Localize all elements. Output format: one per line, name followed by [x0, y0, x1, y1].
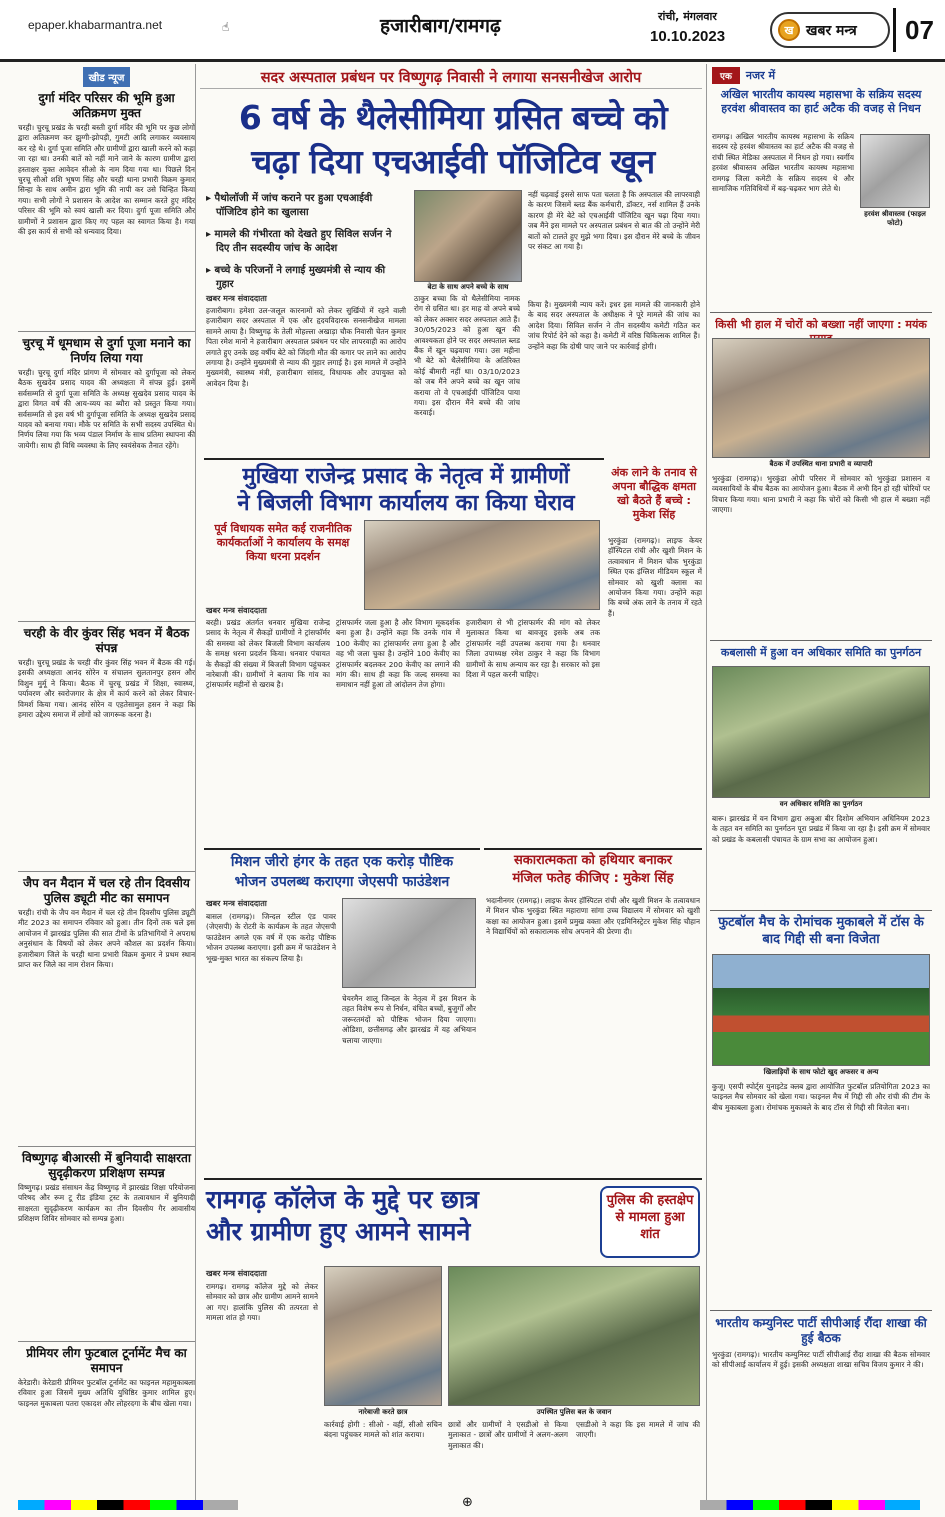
registration-mark-icon: ⊕	[462, 1495, 473, 1510]
story-body: भुरकुंडा (रामगढ़)। भुरकुंडा ओपी परिसर में सोमवार को भुरकुंडा प्रशासन व व्यवसायियों के बीच बैठक का आयोजन हुआ। बैठक में अभी दिन हो रही चोरियों पर विचार किया गया। थाना प्रभारी ने कहा कि चोरों को किसी भी हाल में बख्शा नहीं जाएगा।	[712, 474, 930, 515]
pointer-icon: ☝	[222, 20, 230, 34]
meeting-photo	[712, 338, 930, 458]
story-headline: कबलासी में हुआ वन अधिकार समिति का पुनर्गठन	[720, 646, 922, 659]
issue-date: 10.10.2023	[650, 28, 726, 45]
lead-highlights	[206, 192, 406, 300]
highlight-item: ▸ मामले की गंभीरता को देखते हुए सिविल सर्जन ने दिए तीन सदस्यीय जांच के आदेश	[206, 229, 392, 254]
lead-headline-line2: चढ़ा दिया एचआईवी पॉजिटिव खून	[251, 142, 655, 181]
story-title: चुरचू में धूमधाम से दुर्गा पूजा मनाने का निर्णय लिया गया	[22, 336, 191, 365]
students-photo	[324, 1266, 442, 1406]
dateline-city: रांची, मंगलवार	[658, 10, 717, 23]
story-headline: अंक लाने के तनाव से अपना बौद्धिक क्षमता खो बैठते हैं बच्चे : मुकेश सिंह	[611, 466, 697, 521]
story-body: केरेडारी। केरेडारी प्रीमियर फुटबॉल टूर्नामेंट का फाइनल महामुकाबला रविवार हुआ जिसमें मुख्य अतिथि युधिष्ठिर कुमार शामिल हुए। फाइनल मुकाबला पतरा एकादश और लोहरदगा के बीच खेला गया।	[18, 1378, 195, 1408]
photo-caption: नारेबाजी करते छात्र	[358, 1408, 408, 1416]
story-title: विष्णुगढ़ बीआरसी में बुनियादी साक्षरता सुदृढ़ीकरण प्रशिक्षण सम्पन्न	[22, 1151, 191, 1180]
logo-icon: ख	[778, 19, 800, 41]
byline: खबर मन्त्र संवाददाता	[206, 1269, 267, 1278]
story-body: कार्रवाई होगी : सीओ - वहीं, सीओ सचिन बंदना पहुंचकर मामले को शांत कराया।	[324, 1420, 442, 1440]
brand-name: खबर मन्त्र	[806, 22, 857, 39]
color-registration-bar	[18, 1500, 238, 1510]
story-headline: मिशन जीरो हंगर के तहत एक करोड़ पौष्टिक भोजन उपलब्ध कराएगा जेएसपी फाउंडेशन	[230, 854, 454, 890]
story-body: रामगढ़। अखिल भारतीय कायस्थ महासभा के सक्रिय सदस्य रहे हरवंश श्रीवास्तव का हार्ट अटैक की वजह से रांची स्थित मेडिका अस्पताल में निधन हो गया। स्वर्गीय हरवंश श्रीवास्तव अखिल भारतीय कायस्थ महासभा रामगढ़ जिला कमेटी के सक्रिय सदस्य थे और सामाजिक गतिविधियों में बढ़-चढ़कर भाग लेते थे।	[712, 132, 854, 194]
highlight-item: ▸ पैथोलॉजी में जांच कराने पर हुआ एचआईवी पॉजिटिव होने का खुलासा	[206, 193, 373, 218]
story-body: ट्रांसफार्मर जला हुआ है और विभाग मूकदर्शक बना हुआ है। उन्होंने कहा कि उनके गांव में 100 केवीए का ट्रांसफार्मर लगा हुआ है और वह भी जला चुका है। उन्होंने 100 केवीए का ट्रांसफार्मर बदलकर 200 केवीए का लगाने की मांग की। साथ ही कहा कि जल्द समस्या का समाधान नहीं हुआ तो आंदोलन तेज होगा।	[336, 618, 460, 690]
story-body: चरही। रांची के जैप वन मैदान में चल रहे तीन दिवसीय पुलिस ड्यूटी मीट 2023 का समापन रविवार को हुआ। तीन दिनों तक चले इस आयोजन में झारखंड पुलिस की सात टीमों के प्रतिभागियों ने अपराध अनुसंधान के विषयों को लेकर अपने कौशल का प्रदर्शन किया। हजारीबाग जिले के चरही थाना प्रभारी विक्रम कुमार ने प्रथम स्थान प्राप्त कर जिले का नाम रोशन किया।	[18, 908, 195, 970]
lead-headline	[204, 96, 702, 184]
story-headline: अखिल भारतीय कायस्थ महासभा के सक्रिय सदस्य हरवंश श्रीवास्तव का हार्ट अटैक की वजह से निधन	[720, 88, 922, 115]
story-title: चरही के वीर कुंवर सिंह भवन में बैठक संपन्न	[23, 626, 190, 655]
lead-photo-caption: बेटा के साथ अपने बच्चे के साथ	[427, 283, 509, 291]
story-body: नहीं चढ़वाई इससे साफ पता चलता है कि अस्पताल की लापरवाही के कारण जिसमें ब्लड बैंक कर्मचारी, डॉक्टर, नर्स शामिल हैं उनके कारण ही मेरे बेटे को एचआईवी पॉजिटिव खून चढ़ा दिया गया। जब मैंने इस मामले पर अस्पताल प्रबंधन से बात की तो उन्होंने मेरी बातों को टालते हुए मुझे भगा दिया। इस दौरान मेरे बच्चे के जीवन पर संकट आ गया है।	[528, 190, 700, 252]
callout-box: पुलिस की हस्तक्षेप से मामला हुआ शांत	[600, 1186, 700, 1258]
story-headline: भारतीय कम्युनिस्ट पार्टी सीपीआई रौंदा शाखा की हुई बैठक	[715, 1316, 927, 1345]
story-body: बरही। प्रखंड अंतर्गत धनवार मुखिया राजेन्द्र प्रसाद के नेतृत्व में सैकड़ों ग्रामीणों ने ट्रांसफॉर्मर की समस्या को लेकर बिजली विभाग कार्यालय के समक्ष धरना प्रदर्शन किया। धनवार पंचायत के सैकड़ों की संख्या में बिजली विभाग पहुंचकर नारेबाजी की। ग्रामीणों ने बताया कि गांव का ट्रांसफार्मर महीनों से खराब है।	[206, 618, 330, 690]
section-tag: एक नजर में	[712, 66, 930, 84]
story-title: दुर्गा मंदिर परिसर की भूमि हुआ अतिक्रमण मुक्त	[38, 91, 175, 120]
story-body: भुरकुंडा (रामगढ़)। लाइफ केयर हॉस्पिटल रांची और खुशी मिशन के तत्वावधान में मिशन चौक भुरकुंडा स्थित एक इंग्लिश मीडियम स्कूल में सोमवार को खुशी क्लास का आयोजन किया गया। उन्होंने कहा कि बच्चे अंक लाने के तनाव में रहते हैं।	[608, 536, 702, 618]
story-body: कुजू। एसपी स्पोर्ट्स युनाइटेड क्लब द्वारा आयोजित फुटबॉल प्रतियोगिता 2023 का फाइनल मैच सोमवार को खेला गया। फाइनल मैच में गिद्दी सी और रांची की टीम के बीच मुकाबला हुआ। रोमांचक मुकाबले के बाद टॉस से गिद्दी सी विजेता बना।	[712, 1082, 930, 1112]
brand-logo	[770, 12, 890, 48]
story-headline: सकारात्मकता को हथियार बनाकर मंजिल फतेह कीजिए : मुकेश सिंह	[512, 853, 674, 886]
story-title: जैप वन मैदान में चल रहे तीन दिवसीय पुलिस ड्यूटी मीट का समापन	[23, 876, 190, 905]
photo-caption: वन अधिकार समिति का पुनर्गठन	[779, 800, 863, 808]
protest-photo	[364, 520, 600, 610]
team-photo	[712, 954, 930, 1066]
photo-caption: खिलाड़ियों के साथ फोटो खुद अफसर व अन्य	[763, 1068, 879, 1076]
section-tag: खीड न्यूज	[83, 67, 131, 87]
story-headline: मुखिया राजेन्द्र प्रसाद के नेतृत्व में ग्रामीणों ने बिजली विभाग कार्यालय का किया घेराव	[237, 464, 575, 516]
story-body: बारू। झारखंड में वन विभाग द्वारा अबुआ बीर दिशोम अभियान अधिनियम 2023 के तहत वन समिति का पुनर्गठन पूरा प्रखंड में किया जा रहा है। इसी क्रम में सोमवार को प्रखंड के कबलासी पंचायत के ग्राम सभा का आयोजन हुआ।	[712, 814, 930, 844]
police-photo	[448, 1266, 700, 1406]
story-body: चेयरमैन शालू जिन्दल के नेतृत्व में इस मिशन के तहत विशेष रूप से निर्धन, वंचित बच्चों, बुजुर्गों और जरूरतमंदों को पौष्टिक भोजन दिया जाएगा। ओडिशा, छत्तीसगढ़ और झारखंड में यह अभियान चलाया जाएगा।	[342, 994, 476, 1045]
story-body: चरही। चुरचू प्रखंड के चरही वीर कुंवर सिंह भवन में बैठक की गई। इसकी अध्यक्षता आनंद सोरेन व संचालन सुलतानपुर हसन और विशुन मुर्मू ने किया। बैठक में चुरचू प्रखंड में शिक्षा, स्वास्थ्य, पर्यावरण और स्वरोजगार के क्षेत्र में कार्य करने को लेकर विचार-विमर्श किया गया। आनंद सोरेन व एहतेसामुल हसन ने कहा कि हमारा उद्देश्य समाज में लोगों को जागरूक करना है।	[18, 658, 195, 720]
story-subhead: पूर्व विधायक समेत कई राजनीतिक कार्यकर्ताओं ने कार्यालय के समक्ष किया धरना प्रदर्शन	[214, 522, 352, 563]
byline: खबर मन्त्र संवाददाता	[206, 606, 267, 615]
story-body: चरही। चुरचू प्रखंड के चरही बस्ती दुर्गा मंदिर की भूमि पर कुछ लोगों द्वारा अतिक्रमण कर झुग्गी-झोपड़ी, गुमटी आदि लगाकर व्यवसाय कर रहे थे। दुर्गा पूजा समिति और ग्रामीणों द्वारा खाली करने को कहा जा रहा था। उनकी बातें को नहीं माने जाने के कारण ग्रामीण द्वारा हस्ताक्षर युक्त आवेदन सीओ के नाम दिया गया था। पिछले दिन चुरचू सीओ शशि भूषण सिंह और चरही थाना प्रभारी विक्रम कुमार सिन्हा के साथ अमीन द्वारा भूमि की नापी कर उसे चिन्हित किया गया। सभी लोगों ने प्रशासन के आदेश का सम्मान करते हुए मंदिर परिसर की भूमि को स्वयं खाली कर दिया। दुर्गा पूजा समिति और ग्रामीणों ने प्रशासन द्वारा किए गए पहल का स्वागत किया है। गया की इस कार्य से सभी को धन्यवाद दिया।	[18, 123, 195, 237]
story-body: किया है। मुख्यमंत्री न्याय करें। इधर इस मामले की जानकारी होने के बाद सदर अस्पताल के अधीक्षक ने पूरे मामले की जांच का आदेश दिया। सिविल सर्जन ने तीन सदस्यीय कमेटी गठित कर जांच रिपोर्ट देने को कहा है। कमेटी में वरिष्ठ चिकित्सक शामिल हैं। उन्होंने कहा कि दोषी पाए जाने पर कार्रवाई होगी।	[528, 300, 700, 351]
page-number: 07	[893, 8, 943, 52]
forest-committee-photo	[712, 666, 930, 798]
event-photo	[342, 898, 476, 988]
story-body: रामगढ़। रामगढ़ कॉलेज मुद्दे को लेकर सोमवार को छात्र और ग्रामीण आमने सामने आ गए। हालांकि पुलिस की तत्परता से मामला शांत हो गया।	[206, 1282, 318, 1323]
story-headline: रामगढ़ कॉलेज के मुद्दे पर छात्र और ग्रामीण हुए आमने सामने	[206, 1185, 479, 1246]
story-body: छात्रों और ग्रामीणों ने एसडीओ से किया मुलाकात - छात्रों और ग्रामीणों ने अलग-अलग मुलाकात की।	[448, 1420, 568, 1450]
story-body: चरही। चुरचू दुर्गा मंदिर प्रांगण में सोमवार को दुर्गापूजा को लेकर बैठक सुखदेव प्रसाद यादव की अध्यक्षता में संपन्न हुई। इसमें सर्वसम्मति से दुर्गा पूजा समिति के अध्यक्ष सुखदेव प्रसाद यादव के द्वारा विगत वर्ष की आय-व्यय का ब्यौरा को प्रस्तुत किया गया। सर्वसम्मति से इस वर्ष भी दुर्गापूजा समिति के अध्यक्ष सुखदेव प्रसाद यादव को बनाया गया। मौके पर समिति के सभी सदस्य उपस्थित थे। निर्णय लिया गया कि भव्य पंडाल निर्माण के साथ प्रतिमा स्थापना की जायेगी। साथ ही विधि व्यवस्था के लिए स्वयंसेवक तैनात रहेंगे।	[18, 368, 195, 450]
site-url[interactable]: epaper.khabarmantra.net	[28, 18, 163, 32]
lead-kicker: सदर अस्पताल प्रबंधन पर विष्णुगढ़ निवासी ने लगाया सनसनीखेज आरोप	[200, 65, 702, 89]
highlight-item: ▸ बच्चे के परिजनों ने लगाई मुख्यमंत्री से न्याय की गुहार	[206, 265, 386, 290]
byline: खबर मन्त्र संवाददाता	[206, 294, 267, 303]
story-body: एसडीओ ने कहा कि इस मामले में जांच की जाएगी।	[576, 1420, 700, 1440]
left-column	[18, 64, 196, 1509]
lead-headline-line1: 6 वर्ष के थैलेसीमिया ग्रसित बच्चे को	[238, 98, 668, 137]
photo-caption: हरवंश श्रीवास्तव (फाइल फोटो)	[864, 210, 926, 227]
story-body: हजारीबाग। हमेशा उल-जलूल कारनामों को लेकर सुर्खियों में रहने वाली हजारीबाग सदर अस्पताल में एक और हृदयविदारक सनसनीखेज मामला सामने आया है। विष्णुगढ़ के तेली मोहल्ला अखाड़ा चौक निवासी चेतन कुमार पिता रमेश मानो ने हजारीबाग अस्पताल प्रबंधन पर घोर लापरवाही का आरोप लगाते हुए उनके छह वर्षीय बेटे को जिंदगी मौत की कगार पर लाने का आरोप लगाया है। उन्होंने मुख्यमंत्री से न्याय की गुहार लगाई है। इस मामले में उन्होंने मुख्यमंत्री, स्वास्थ्य मंत्री, हजारीबाग सांसद, विधायक और उपायुक्त को आवेदन दिया है।	[206, 306, 406, 388]
story-headline: फुटबॉल मैच के रोमांचक मुकाबले में टॉस के बाद गिद्दी सी बना विजेता	[718, 915, 924, 947]
story-body: भुरकुंडा (रामगढ़)। भारतीय कम्युनिस्ट पार्टी सीपीआई रौंदा शाखा की बैठक सोमवार को सीपीआई कार्यालय में हुई। इसकी अध्यक्षता शाखा सचिव विजय कुमार ने की।	[712, 1350, 930, 1370]
story-title: प्रीमियर लीग फुटबाल टूर्नामेंट मैच का समापन	[26, 1346, 187, 1375]
color-registration-bar	[700, 1500, 920, 1510]
story-headline: किसी भी हाल में चोरों को बख्शा नहीं जाएगा : मयंक	[715, 318, 927, 331]
story-body: भदानीनगर (रामगढ़)। लाइफ केयर हॉस्पिटल रांची और खुशी मिशन के तत्वावधान में मिशन चौक भुरकुंडा स्थित महाराणा सांगा उच्च विद्यालय में सोमवार को खुशी कक्षा का आयोजन हुआ। इसमें प्रमुख वक्ता और एडमिनिस्ट्रेटर मुकेश सिंह चौहान ने विद्यार्थियों को सकारात्मक सोच अपनाने की प्रेरणा दी।	[486, 896, 700, 937]
photo-caption: उपस्थित पुलिस बल के जवान	[536, 1408, 612, 1416]
story-body: बासल (रामगढ़)। जिन्दल स्टील एंड पावर (जेएसपी) के रोटरी के कार्यक्रम के तहत जेएसपी फाउंडेशन अगले एक वर्ष में एक करोड़ पौष्टिक भोजन उपलब्ध कराएगा। इसी क्रम में फाउंडेशन ने भूख-मुक्त भारत का संकल्प लिया है।	[206, 912, 336, 963]
story-body: हजारीबाग से भी ट्रांसफार्मर की मांग को लेकर मुलाकात किया था बावजूद इसके अब तक ट्रांसफार्मर नहीं उपलब्ध कराया गया है। धनवार जिला उपाध्यक्ष रमेश ठाकुर ने कहा कि विभाग ग्रामीणों के साथ अन्याय कर रहा है। सरकार को इस दिशा में पहल करनी चाहिए।	[466, 618, 600, 680]
portrait-photo	[860, 134, 930, 208]
byline: खबर मन्त्र संवाददाता	[206, 899, 267, 908]
photo-caption: बैठक में उपस्थित थाना प्रभारी व व्यापारी	[769, 460, 873, 468]
lead-photo	[414, 190, 522, 282]
story-body: ठाकुर बच्चा कि वो थैलेसीमिया नामक रोग से ग्रसित था। हर माह वो अपने बच्चे को लेकर अक्सर सदर अस्पताल आते हैं। 30/05/2023 को हुआ खून की आवश्यकता होने पर सदर अस्पताल ब्लड बैंक में खून चढ़वाया गया। उस महीना भी बेटे को थैलेसीमिया के अतिरिक्त कोई बीमारी नहीं था। 03/10/2023 को जब मैंने अपने बच्चे का खून जांच कराया तो वे एचआईवी पॉजिटिव पाया गया। इस दौरान मैंने बच्चे की जांच करवाई।	[414, 294, 520, 418]
story-body: विष्णुगढ़। प्रखंड संसाधन केंद्र विष्णुगढ़ में झारखंड शिक्षा परियोजना परिषद और रूम टू रीड इंडिया ट्रस्ट के तत्वावधान में बुनियादी साक्षरता सुदृढ़ीकरण कार्यक्रम का तीन दिवसीय गैर आवासीय प्रशिक्षण शिविर सोमवार को सम्पन्न हुआ।	[18, 1183, 195, 1224]
edition-title: हजारीबाग/रामगढ़	[380, 15, 501, 37]
